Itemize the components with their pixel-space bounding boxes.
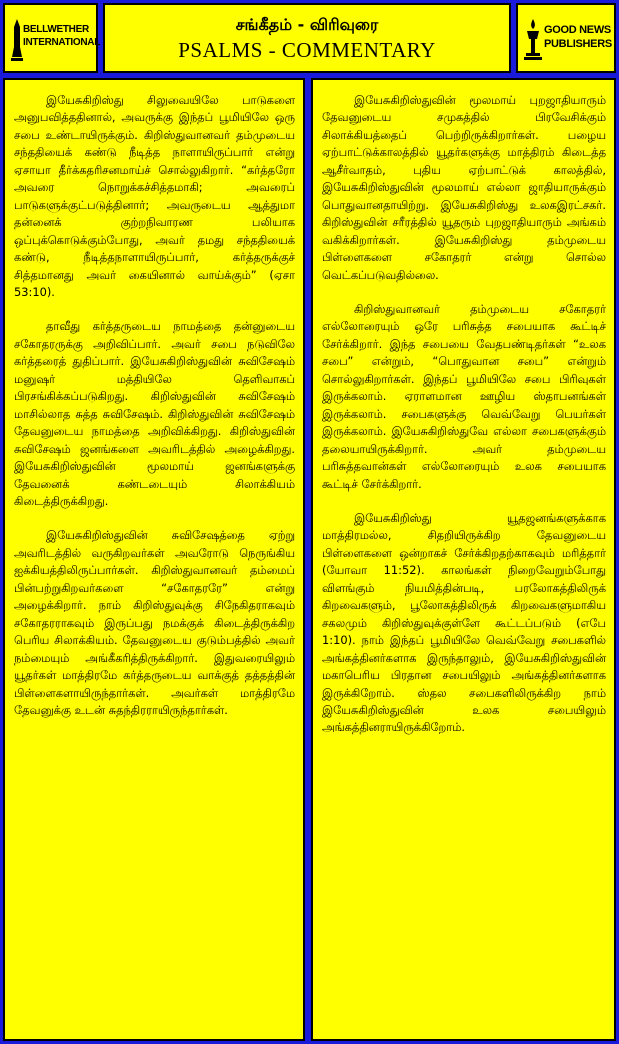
logo-left-line1: BELLWETHER: [23, 24, 89, 35]
left-column: [3, 78, 305, 1041]
page-title-tamil: சங்கீதம் - விரிவுரை: [235, 15, 379, 34]
paragraph: தாவீது கர்த்தருடைய நாமத்தை தன்னுடைய சகோதரருக்கு அறிவிப்பார். அவர் சபை நடுவிலே கர்த்தரைத் துதிப்பார். இயேசுகிறிஸ்துவின் சுவிசேஷம் மனுஷர் மத்தியிலே தெளிவாகப் பிரசங்கிக்கப்படுகிறது. கிறிஸ்துவின் சுவிசேஷம் மாசில்லாத சுத்த சுவிசேஷம். கிறிஸ்துவின் சுவிசேஷம் தேவனுடைய நாமத்தை அறிவிக்கிறது. கிறிஸ்துவின் சுவிசேஷம் ஜனங்களை அவரிடத்தில் அழைக்கிறது. இயேசுகிறிஸ்துவின் மூலமாய் ஜனங்களுக்கு தேவனைக் கண்டடையும் சிலாக்கியம் கிடைத்திருக்கிறது.: [14, 319, 295, 508]
logo-right-line2: PUBLISHERS: [544, 38, 612, 50]
logo-left-line2: INTERNATIONAL: [23, 37, 101, 48]
logo-right-line1: GOOD NEWS: [544, 24, 611, 36]
publisher-logo-left: [3, 3, 101, 73]
paragraph: இயேசுகிறிஸ்து யூதஜனங்களுக்காக மாத்திரமல்ல, சிதறியிருக்கிற தேவனுடைய பிள்ளைகளை ஒன்றாகச் சேர்க்கிறதற்காகவும் மரித்தார் (யோவா 11:52). காலங்கள் நிறைவேறும்போது விளங்கும் நியமித்தின்படி, பரலோகத்திலிருக் கிறவைகளும், பூலோகத்திலிருக் கிறவைகளுமாகிய சகலமும் கிறிஸ்துவுக்குள்ளே கூட்டப்படும் (எபே 1:10). நாம் இந்தப் பூமியிலே வெவ்வேறு சபைகளில் அங்கத்தினர்களாக இருந்தாலும், இயேசுகிறிஸ்துவின் மகாபெரிய பிரதான சபையிலும் அங்கத்தினர்களாக இருக்கிறோம். ஸ்தல சபைகளிலிருக்கிற நாம் இயேசுகிறிஸ்துவின் உலக சபையிலும் அங்கத்தினராயிருக்கிறோம்.: [322, 510, 606, 735]
page-title-english: PSALMS - COMMENTARY: [178, 38, 436, 62]
right-column-text: [322, 92, 606, 737]
bell-icon: [11, 17, 23, 63]
lamp-icon: [524, 17, 542, 63]
title-box: [103, 3, 511, 73]
logo-text-left: [23, 23, 100, 49]
right-column: [311, 78, 616, 1041]
publisher-logo-right: [516, 3, 616, 73]
paragraph: இயேசுகிறிஸ்துவின் மூலமாய் புறஜாதியாரும் தேவனுடைய சமுகத்தில் பிரவேசிக்கும் சிலாக்கியத்தைப் பெற்றிருக்கிறார்கள். பழைய ஏற்பாட்டுக்காலத்தில் யூதர்களுக்கு மாத்திரம் கிடைத்த ஆசீர்வாதம், புதிய ஏற்பாட்டுக் காலத்தில், இயேசுகிறிஸ்துவின் மூலமாய் எல்லா ஜாதியாருக்கும் பொதுவானதாயிற்று. இயேசுகிறிஸ்து உலகஇரட்சகர். கிறிஸ்துவின் சரீரத்தில் யூதரும் புறஜாதியாரும் அங்கம் வகிக்கிறார்கள். இயேசுகிறிஸ்து தம்முடைய பிள்ளைகளை சகோதரர் என்று சொல்ல வெட்கப்படுவதில்லை.: [322, 93, 606, 282]
paragraph: இயேசுகிறிஸ்து சிலுவையிலே பாடுகளை அனுபவித்ததினால், அவருக்கு இந்தப் பூமியிலே ஒரு சபை உண்டாயிருக்கும். கிறிஸ்துவானவர் தம்முடைய சந்ததியைக் கண்டு நீடித்த நாளாயிருப்பார் என்று ஏசாயா தீர்க்கதரிசனமாய்ச் சொல்லுகிறார். “கர்த்தரோ அவரை நொறுக்கச்சித்தமாகி; அவரைப் பாடுகளுக்குட்படுத்தினார்; அவருடைய ஆத்துமா தன்னைக் குற்றநிவாரண பலியாக ஒப்புக்கொடுக்கும்போது, அவர் தமது சந்ததியைக் கண்டு, நீடித்தநாளாயிருப்பார், கர்த்தருக்குச் சித்தமானது அவர் கையினால் வாய்க்கும்” (ஏசா 53:10).: [14, 93, 295, 299]
paragraph: இயேசுகிறிஸ்துவின் சுவிசேஷத்தை ஏற்று அவரிடத்தில் வருகிறவர்கள் அவரோடு நெருங்கிய ஐக்கியத்திலிருப்பார்கள். கிறிஸ்துவானவர் தம்மைப் பின்பற்றுகிறவர்களை “சகோதரரே” என்று அழைக்கிறார். நாம் கிறிஸ்துவுக்கு சிநேகிதராகவும் சகோதரராகவும் இருப்பது நமக்குக் கிடைத்திருக்கிற பெரிய சிலாக்கியம். தேவனுடைய குடும்பத்தில் அவர் நம்மையும் அங்கீகரித்திருக்கிறார். இதுவரையிலும் யூதர்கள் மாத்திரமே கர்த்தருடைய வாக்குத் தத்தத்தின் பிள்ளைகளாயிருந்தார்கள். அவர்கள் மாத்திரமே தேவனுக்கு உடன் சுதந்திரராயிருந்தார்கள்.: [14, 528, 295, 717]
logo-text-right: [544, 23, 612, 51]
paragraph: கிறிஸ்துவானவர் தம்முடைய சகோதரர் எல்லோரையும் ஒரே பரிசுத்த சபையாக கூட்டிச் சேர்க்கிறார். இந்த சபையை வேதபண்டிதர்கள் “உலக சபை” என்றும், “பொதுவான சபை” என்றும் சொல்லுகிறார்கள். இந்தப் பூமியிலே சபை பிரிவுகள் இருக்கலாம். ஏராளமான ஊழிய ஸ்தாபனங்கள் இருக்கலாம். சபைகளுக்கு வெவ்வேறு பெயர்கள் இருக்கலாம். இயேசுகிறிஸ்துவே எல்லா சபைகளுக்கும் தலையாயிருக்கிறார். அவர் தம்முடைய பரிசுத்தவான்கள் எல்லோரையும் உலக சபையாக கூட்டிச் சேர்க்கிறார்.: [322, 301, 606, 491]
left-column-text: [14, 92, 295, 719]
